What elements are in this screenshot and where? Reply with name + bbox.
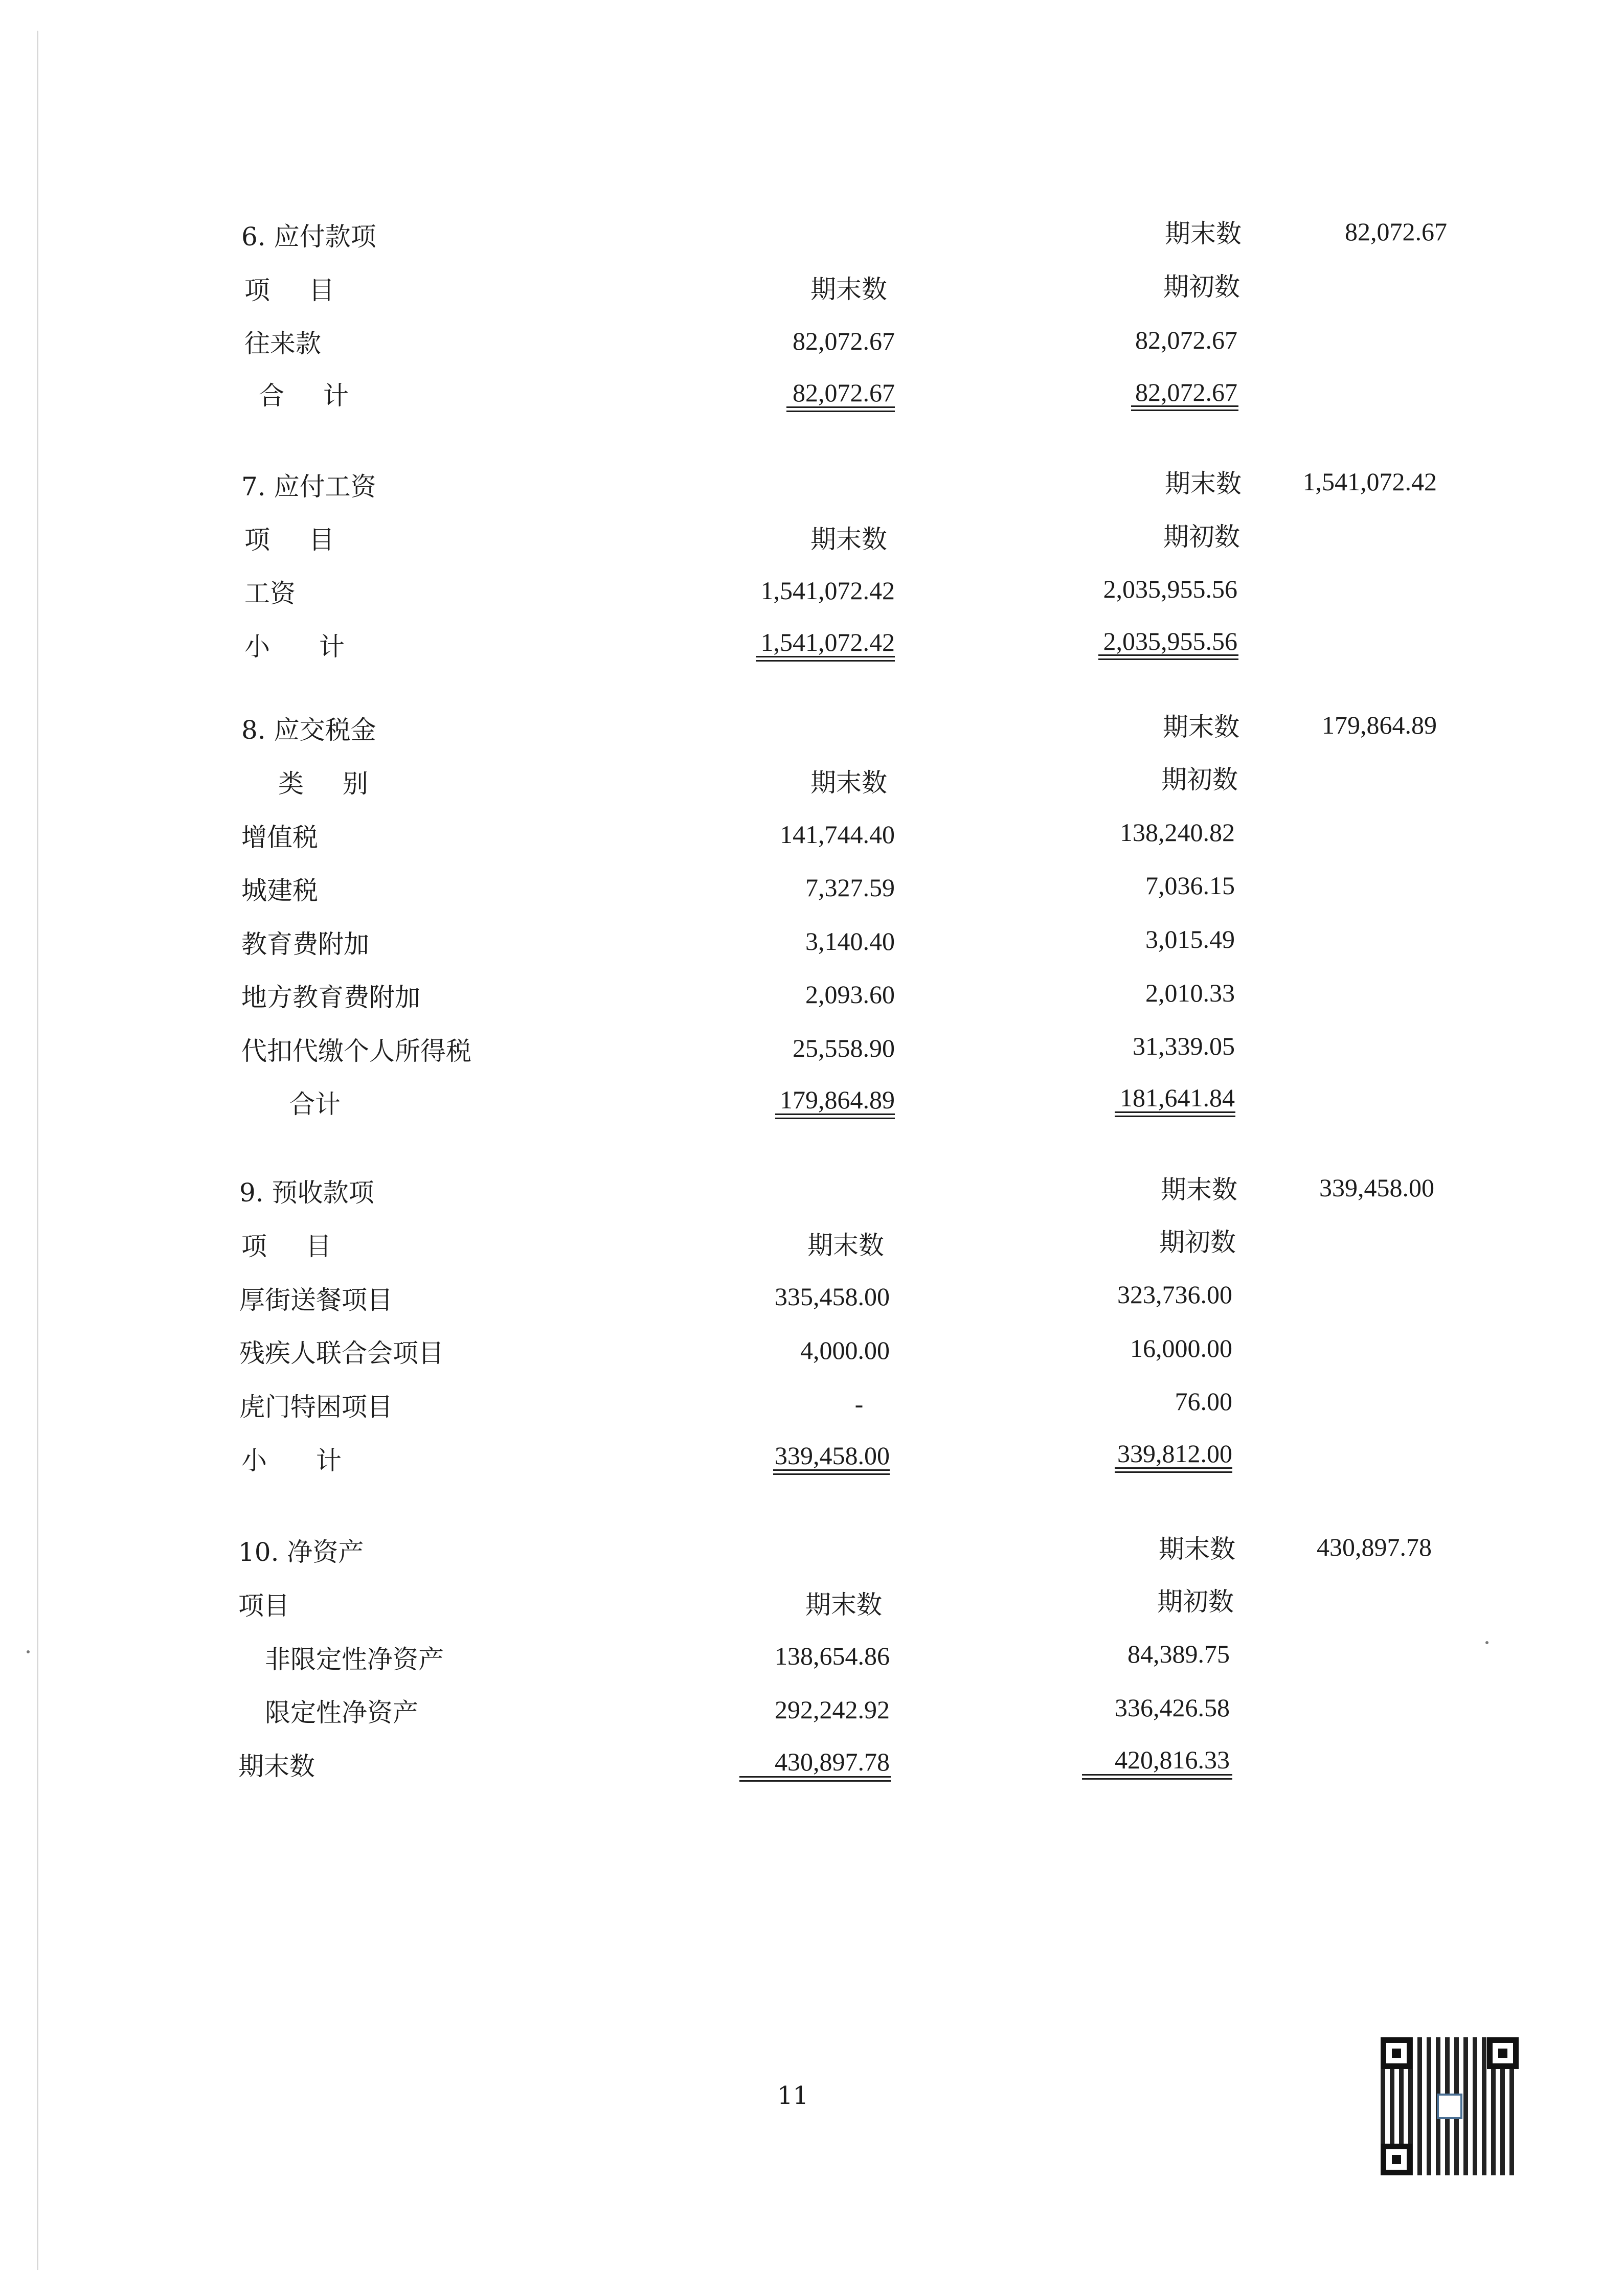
- column-header-item: 项 目: [244, 276, 350, 305]
- row-value-end: -: [854, 1390, 864, 1418]
- row-value-end: 335,458.00: [775, 1282, 890, 1311]
- row-value-end: 1,541,072.42: [760, 576, 895, 605]
- qr-code-icon: [1381, 2037, 1519, 2175]
- row-value-begin: 76.00: [1175, 1387, 1232, 1416]
- total-value-end: 82,072.67: [793, 378, 895, 407]
- total-value-end: 339,458.00: [775, 1441, 890, 1470]
- row-value-begin: 31,339.05: [1133, 1032, 1235, 1060]
- summary-value: 430,897.78: [1317, 1533, 1432, 1561]
- row-label: 城建税: [241, 876, 318, 905]
- scan-speck: [27, 1650, 30, 1653]
- row-label: 教育费附加: [241, 929, 369, 959]
- total-label: 小 计: [241, 1446, 362, 1475]
- page-number: 11: [777, 2081, 809, 2110]
- row-value-begin: 3,015.49: [1145, 925, 1235, 953]
- summary-label: 期末数: [1163, 712, 1239, 742]
- row-value-begin: 16,000.00: [1130, 1334, 1232, 1362]
- column-header-begin: 期初数: [1161, 765, 1238, 794]
- row-value-begin: 336,426.58: [1115, 1693, 1230, 1722]
- summary-label: 期末数: [1165, 219, 1242, 248]
- row-label: 厚街送餐项目: [239, 1285, 393, 1315]
- row-label: 限定性净资产: [265, 1698, 418, 1727]
- column-header-end: 期末数: [810, 275, 887, 304]
- double-underline: [1082, 1774, 1232, 1776]
- row-value-end: 4,000.00: [800, 1336, 890, 1365]
- summary-value: 82,072.67: [1345, 217, 1447, 246]
- summary-value: 179,864.89: [1322, 711, 1437, 739]
- column-header-end: 期末数: [810, 768, 887, 798]
- row-value-end: 2,093.60: [805, 980, 895, 1009]
- row-value-begin: 138,240.82: [1120, 818, 1235, 847]
- row-label: 残疾人联合会项目: [239, 1338, 444, 1368]
- section-title: 7. 应付工资: [241, 472, 376, 502]
- section-title: 10. 净资产: [238, 1537, 364, 1567]
- row-value-end: 292,242.92: [775, 1695, 890, 1724]
- row-label: 往来款: [244, 329, 321, 358]
- column-header-begin: 期初数: [1163, 272, 1240, 302]
- total-label: 合计: [289, 1089, 341, 1119]
- column-header-item: 项 目: [241, 1232, 347, 1261]
- row-label: 虎门特困项目: [239, 1392, 393, 1422]
- row-value-begin: 84,389.75: [1127, 1640, 1230, 1668]
- row-label: 代扣代缴个人所得税: [241, 1036, 471, 1066]
- qr-finder-icon: [1487, 2037, 1519, 2069]
- row-label: 非限定性净资产: [265, 1645, 444, 1674]
- row-value-end: 138,654.86: [775, 1642, 890, 1670]
- double-underline: [1131, 405, 1238, 407]
- column-header-item: 项 目: [244, 525, 350, 555]
- section-title: 8. 应交税金: [241, 715, 376, 745]
- summary-value: 1,541,072.42: [1302, 467, 1437, 496]
- section-title: 9. 预收款项: [239, 1178, 374, 1208]
- row-value-end: 3,140.40: [805, 927, 895, 956]
- row-value-end: 25,558.90: [793, 1034, 895, 1062]
- total-value-begin: 82,072.67: [1135, 378, 1237, 406]
- column-header-begin: 期初数: [1159, 1227, 1236, 1257]
- row-label: 增值税: [241, 823, 318, 852]
- double-underline: [1098, 654, 1238, 656]
- qr-finder-icon: [1381, 2144, 1412, 2175]
- double-underline: [773, 1469, 890, 1471]
- scan-speck: [1485, 1641, 1488, 1644]
- total-value-end: 430,897.78: [775, 1747, 890, 1776]
- column-header-end: 期末数: [807, 1231, 884, 1260]
- column-header-item: 类 别: [278, 769, 384, 799]
- double-underline: [775, 1113, 895, 1115]
- total-value-begin: 339,812.00: [1117, 1439, 1232, 1468]
- row-value-begin: 2,035,955.56: [1103, 575, 1237, 603]
- row-value-end: 141,744.40: [780, 820, 895, 849]
- double-underline: [1115, 1111, 1235, 1113]
- total-label: 合 计: [259, 381, 364, 411]
- summary-label: 期末数: [1165, 469, 1242, 498]
- scan-edge-line: [37, 31, 38, 2270]
- column-header-begin: 期初数: [1157, 1587, 1234, 1617]
- row-value-begin: 323,736.00: [1117, 1280, 1232, 1309]
- qr-finder-icon: [1381, 2037, 1412, 2069]
- summary-label: 期末数: [1159, 1534, 1235, 1564]
- column-header-begin: 期初数: [1163, 522, 1240, 552]
- column-header-end: 期末数: [810, 525, 887, 554]
- double-underline: [786, 406, 895, 408]
- total-value-end: 179,864.89: [780, 1085, 895, 1114]
- double-underline: [1115, 1467, 1232, 1469]
- column-header-item: 项目: [238, 1591, 289, 1621]
- row-value-begin: 2,010.33: [1145, 979, 1235, 1007]
- total-value-begin: 2,035,955.56: [1103, 627, 1237, 655]
- row-label: 地方教育费附加: [241, 983, 420, 1012]
- qr-logo-icon: [1437, 2094, 1462, 2119]
- total-value-begin: 420,816.33: [1115, 1745, 1230, 1774]
- row-value-begin: 82,072.67: [1135, 326, 1237, 354]
- summary-label: 期末数: [1161, 1175, 1237, 1204]
- double-underline: [756, 656, 895, 657]
- row-value-end: 82,072.67: [793, 327, 895, 355]
- total-label: 期末数: [238, 1752, 315, 1781]
- total-value-end: 1,541,072.42: [760, 628, 895, 656]
- section-title: 6. 应付款项: [241, 222, 376, 252]
- double-underline: [739, 1776, 891, 1778]
- total-label: 小 计: [244, 632, 365, 662]
- row-value-end: 7,327.59: [805, 873, 895, 902]
- total-value-begin: 181,641.84: [1120, 1083, 1235, 1112]
- summary-value: 339,458.00: [1319, 1173, 1434, 1202]
- row-label: 工资: [244, 579, 296, 608]
- row-value-begin: 7,036.15: [1145, 871, 1235, 900]
- column-header-end: 期末数: [805, 1590, 882, 1620]
